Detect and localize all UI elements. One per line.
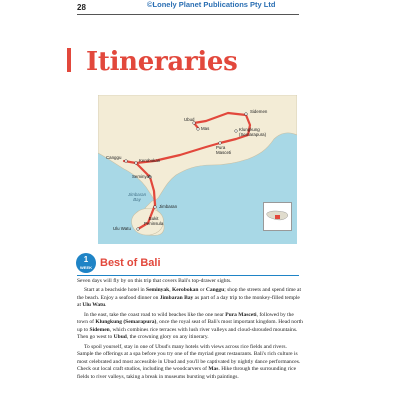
place-name: Seminyak xyxy=(146,287,170,294)
place-name: Canggu xyxy=(205,287,225,294)
paragraph-ubud: To spoil yourself, stay in one of Ubud's many hotels with views across rice fields and rivers. Sample the offerings at a spa before you try one of the myriad great restaurants. Bali's rich culture is most celebrated and most accessible in Ubud and you'll be captivated by nightly dance performances. Check out local craft studios, including the woodcarvers of Mas. Hike through the surrounding rice fields to river valleys, taking a break in museums bursting with paintings. xyxy=(77,343,301,380)
locator-inset xyxy=(263,202,292,231)
place-name: Jimbaran Bay xyxy=(159,294,194,301)
map-label-canggu: Canggu xyxy=(106,155,122,160)
place-name: Pura Masceti xyxy=(225,311,257,318)
canggu-marker xyxy=(125,160,128,163)
duration-badge-unit: WEEK xyxy=(80,265,92,270)
map-label-jimbaran: Jimbaran xyxy=(159,204,178,209)
place-name: Ulu Watu xyxy=(82,302,106,309)
chapter-tab-marker xyxy=(67,48,71,72)
map-label-jimbaran-bay: Jimbaran Bay xyxy=(128,192,147,202)
place-name: Kerobokan xyxy=(172,287,199,294)
map-label-sidemen: Sidemen xyxy=(250,109,268,114)
copyright-notice: ©Lonely Planet Publications Pty Ltd xyxy=(147,0,276,9)
place-name: Klungkung (Semarapura) xyxy=(95,319,157,326)
header-rule xyxy=(77,14,299,15)
map-label-kerobokan: Kerobokan xyxy=(139,158,161,163)
duration-badge xyxy=(76,253,96,273)
itinerary-map xyxy=(98,95,297,244)
place-name: Sidemen xyxy=(89,326,110,333)
intro-paragraph: Seven days will fly by on this trip that covers Bali's top-drawer sights. xyxy=(77,278,232,284)
pura-masceti-marker xyxy=(219,142,222,145)
map-label-mas: Mas xyxy=(201,126,210,131)
locator-inset-graphic xyxy=(264,203,291,230)
page-title: Itineraries xyxy=(86,47,238,77)
kerobokan-marker xyxy=(135,162,138,165)
duration-badge-number: 1 xyxy=(83,255,89,264)
map-label-bukit-peninsula: Bukit Peninsula xyxy=(144,216,164,226)
paragraph-south: Start at a beachside hotel in Seminyak, Kerobokan or Canggu; shop the streets and spend time at the beach. Enjoy a seafood dinner on Jimbaran Bay as part of a day trip to the monkey-filled temple at Ulu Watu. xyxy=(77,287,302,309)
map-label-uluwatu: Ulu Watu xyxy=(113,226,131,231)
map-label-seminyak: Seminyak xyxy=(132,174,152,179)
itinerary-body xyxy=(77,278,303,383)
klungkung-marker xyxy=(235,130,238,133)
uluwatu-marker xyxy=(137,228,140,231)
map-label-klungkung: Klungkung (Semarapura) xyxy=(239,127,267,137)
place-name: Ubud xyxy=(113,334,127,341)
mas-marker xyxy=(197,128,200,131)
map-label-ubud: Ubud xyxy=(184,117,195,122)
section-title: Best of Bali xyxy=(100,257,161,269)
section-rule xyxy=(77,275,299,276)
sidemen-marker xyxy=(245,113,248,116)
jimbaran-marker xyxy=(154,206,157,209)
page-number: 28 xyxy=(77,3,86,12)
paragraph-east: In the east, take the coast road to wild beaches like the one near Pura Masceti, followed by the town of Klungkung (Semarapura), once the royal seat of Bali's most important kingdom. Head north up to Sidemen, which combines rice terraces with lush river valleys and cloud-shrouded mountains. Then go west to Ubud, the crowning glory on any itinerary. xyxy=(77,311,303,341)
place-name: Mas xyxy=(208,366,219,373)
map-label-pura-masceti: Pura Masceti xyxy=(216,145,232,155)
